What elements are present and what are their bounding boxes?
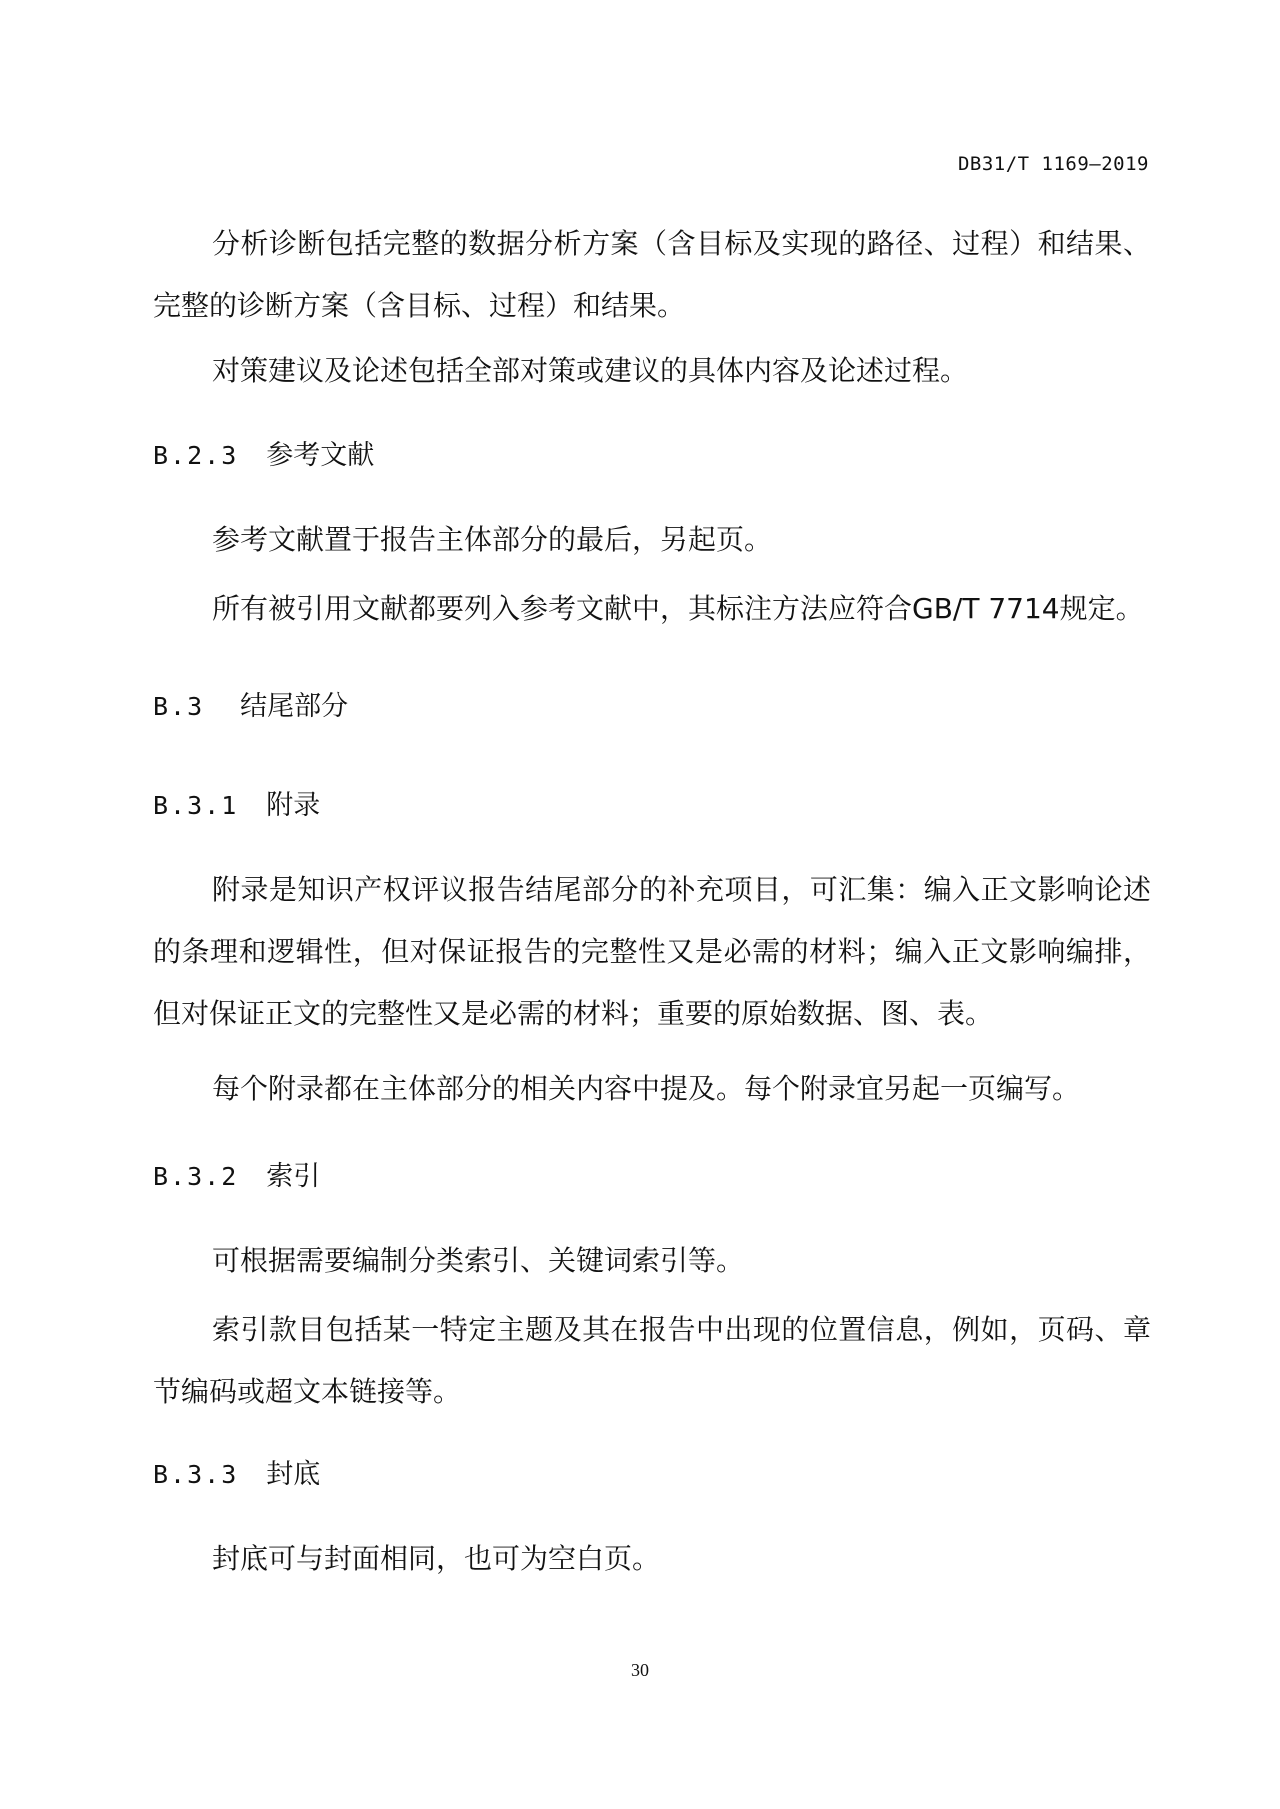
paragraph-text: 附录是知识产权评议报告结尾部分的补充项目，可汇集：编入正文影响论述的条理和逻辑性，但对保证报告的完整性又是必需的材料；编入正文影响编排，但对保证正文的完整性又是必需的材料；重要的原始数据、图、表。 bbox=[153, 873, 1151, 1030]
heading-b-3-1 bbox=[153, 786, 320, 826]
heading-b-3-3 bbox=[153, 1455, 320, 1495]
heading-number: B.2.3 bbox=[153, 441, 239, 470]
heading-b-2-3 bbox=[153, 436, 374, 476]
heading-title: 参考文献 bbox=[266, 440, 375, 471]
heading-title: 封底 bbox=[266, 1459, 321, 1490]
document-id-header: DB31/T 1169—2019 bbox=[957, 153, 1149, 175]
heading-b-3 bbox=[153, 687, 348, 727]
paragraph-appendix-mention bbox=[153, 1058, 1151, 1120]
page-number: 30 bbox=[631, 1660, 649, 1680]
paragraph-index-entries bbox=[153, 1299, 1151, 1423]
paragraph-text: 索引款目包括某一特定主题及其在报告中出现的位置信息，例如，页码、章节编码或超文本链接等。 bbox=[153, 1313, 1151, 1408]
heading-number: B.3.1 bbox=[153, 791, 239, 820]
paragraph-text: 分析诊断包括完整的数据分析方案（含目标及实现的路径、过程）和结果、完整的诊断方案（含目标、过程）和结果。 bbox=[153, 227, 1151, 322]
heading-title: 索引 bbox=[266, 1161, 321, 1192]
paragraph-references-citation bbox=[153, 578, 1151, 640]
paragraph-appendix-description bbox=[153, 859, 1151, 1045]
paragraph-index-compile bbox=[153, 1230, 1151, 1292]
paragraph-analysis-diagnosis bbox=[153, 213, 1151, 337]
paragraph-text: 对策建议及论述包括全部对策或建议的具体内容及论述过程。 bbox=[212, 354, 969, 387]
paragraph-text: 所有被引用文献都要列入参考文献中，其标注方法应符合GB/T 7714规定。 bbox=[212, 592, 1144, 625]
heading-title: 附录 bbox=[266, 790, 321, 821]
heading-number: B.3.2 bbox=[153, 1162, 239, 1191]
paragraph-text: 可根据需要编制分类索引、关键词索引等。 bbox=[212, 1244, 745, 1277]
heading-number: B.3 bbox=[153, 692, 205, 721]
paragraph-text: 封底可与封面相同，也可为空白页。 bbox=[212, 1542, 661, 1575]
paragraph-back-cover bbox=[153, 1528, 1151, 1590]
paragraph-text: 参考文献置于报告主体部分的最后，另起页。 bbox=[212, 523, 773, 556]
paragraph-references-placement bbox=[153, 509, 1151, 571]
heading-number: B.3.3 bbox=[153, 1460, 239, 1489]
paragraph-countermeasures bbox=[153, 340, 1151, 402]
heading-b-3-2 bbox=[153, 1157, 320, 1197]
heading-title: 结尾部分 bbox=[240, 691, 349, 722]
paragraph-text: 每个附录都在主体部分的相关内容中提及。每个附录宜另起一页编写。 bbox=[212, 1072, 1081, 1105]
